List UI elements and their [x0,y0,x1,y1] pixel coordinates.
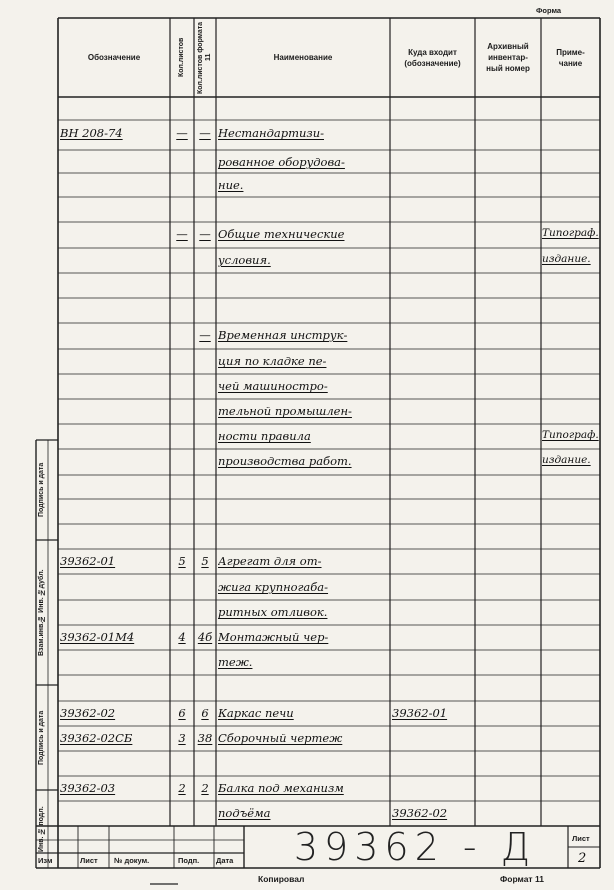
cell-note: Типограф. [542,227,599,239]
stamp-col-sheet: Лист [80,856,98,865]
cell-sheets: 3 [178,731,186,745]
cell-sheets: 5 [178,554,186,568]
header-archive: Архивный инвентар- ный номер [486,42,530,73]
header-where-used: Куда входит (обозначение) [404,47,461,68]
stamp-sheet-label: Лист [572,834,590,843]
side-label-signature-date-2: Подпись и дата [38,710,45,765]
cell-sheets-f11: — [199,227,211,241]
cell-name: ция по кладке пе- [218,354,327,368]
cell-designation: 39362-02СБ [60,731,133,745]
cell-name: теж. [218,655,253,669]
cell-name: ности правила [218,429,311,443]
cell-name: рованное оборудова- [218,155,345,169]
cell-name: чей машиностро- [218,379,328,393]
cell-name: ритных отливок. [218,605,328,619]
cell-sheets: — [176,227,188,241]
cell-sheets-f11: 2 [201,781,209,795]
cell-name: жига крупногаба- [218,580,329,594]
cell-where: 39362-02 [392,806,448,820]
cell-name: Каркас печи [218,706,294,720]
cell-name: Монтажный чер- [218,630,329,644]
cell-sheets: 6 [178,706,186,720]
cell-designation: 39362-01 [60,554,116,568]
cell-note: издание. [542,253,591,265]
cell-sheets-f11: — [199,126,211,140]
header-sheets-format11: Кол.листов формата 11 [197,21,212,94]
cell-sheets-f11: — [199,328,211,342]
cell-sheets: 2 [178,781,186,795]
cell-sheets: — [176,126,188,140]
cell-name: Балка под механизм [218,781,344,795]
cell-name: подъёма [218,806,271,820]
stamp-col-signature: Подп. [178,856,200,865]
cell-sheets-f11: 6 [201,706,209,720]
cell-designation: 39362-03 [60,781,116,795]
cell-sheets: 4 [178,630,186,644]
footer-format: Формат 11 [500,874,544,884]
cell-designation: 39362-02 [60,706,116,720]
cell-name: тельной промышлен- [218,404,352,418]
cell-sheets-f11: 38 [197,731,213,745]
side-label-signature-date-1: Подпись и дата [38,462,45,518]
stamp-col-doc-no: № докум. [114,856,150,865]
cell-designation: 39362-01М4 [60,630,135,644]
cell-name: производства работ. [218,454,352,468]
stamp-sheet-number: 2 [578,851,587,866]
cell-name: Сборочный чертеж [218,731,343,745]
cell-name: Общие технические [218,227,345,241]
cell-name: Временная инструк- [218,328,348,342]
cell-where: 39362-01 [392,706,448,720]
cell-name: условия. [218,253,271,267]
header-sheets: Кол.листов [178,37,185,78]
cell-name: Нестандартизи- [218,126,324,140]
stamp-col-date: Дата [216,856,234,865]
document-code: 39362 - Д [293,825,537,869]
header-note: Приме- чание [556,47,585,68]
cell-name: Агрегат для от- [218,554,322,568]
header-designation: Обозначение [87,53,141,62]
side-label-original-inventory: Инв. № подл. [38,806,45,852]
cell-sheets-f11: 4б [197,630,213,644]
cell-sheets-f11: 5 [201,554,209,568]
side-label-inventory: Взам.инв.№ Инв. №дубл. [38,569,45,656]
footer-copied: Копировал [258,874,305,884]
cell-name: ние. [218,178,244,192]
cell-designation: ВН 208-74 [60,126,123,140]
stamp-col-change: Изм [38,856,53,865]
header-name: Наименование [273,53,333,62]
form-label: Форма [536,6,562,15]
cell-note: Типограф. [542,429,599,441]
cell-note: издание. [542,454,591,466]
